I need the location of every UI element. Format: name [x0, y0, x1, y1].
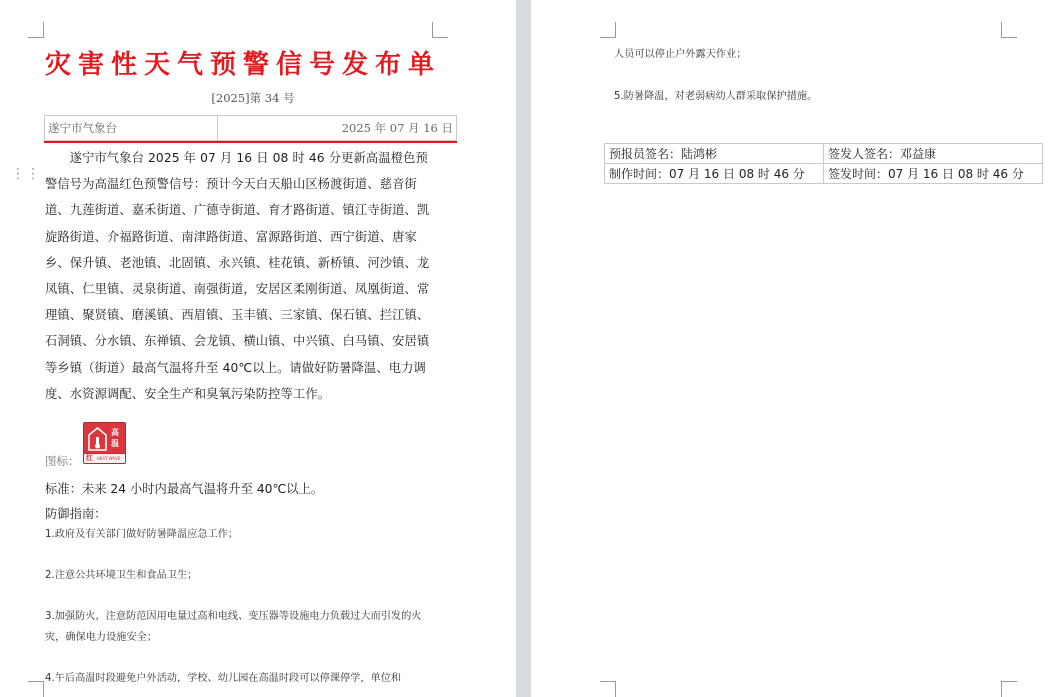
guide-item: 5.防暑降温，对老弱病幼人群采取保护措施。	[614, 91, 818, 102]
heat-wave-red-warning-icon	[83, 422, 126, 464]
made-time-value: 07 月 16 日 08 时 46 分	[669, 167, 805, 181]
body-paragraph: 遂宁市气象台 2025 年 07 月 16 日 08 时 46 分更新高温橙色预警信号为高温红色预警信号：预计今天白天船山区杨渡街道、慈音街道、九莲街道、嘉禾街道、广德寺街道、育才路街道、镇江寺街道、凯旋路街道、介福路街道、南津路街道、富源路街道、西宁街道、唐家乡、保升镇、老池镇、北固镇、永兴镇、桂花镇、新桥镇、河沙镇、龙凤镇、仁里镇、灵泉街道、南强街道，安居区柔刚街道、凤凰街道、常理镇、聚贤镇、磨溪镇、西眉镇、玉丰镇、三家镇、保石镇、拦江镇、石洞镇、分水镇、东禅镇、会龙镇、横山镇、中兴镇、白马镇、安居镇等乡镇（街道）最高气温将升至 40℃以上。请做好防暑降温、电力调度、水资源调配、安全生产和臭氧污染防控等工作。	[45, 151, 430, 401]
icon-level-char: 红	[86, 454, 93, 462]
defense-guide-title: 防御指南：	[45, 507, 107, 521]
issue-date-cell: 2025 年 07 月 16 日	[218, 116, 457, 141]
crop-mark	[28, 681, 44, 697]
forecaster-cell: 预报员签名：陆鸿彬	[605, 144, 824, 164]
signature-table	[604, 143, 1043, 184]
issued-time-value: 07 月 16 日 08 时 46 分	[888, 167, 1024, 181]
icon-english-label: HEAT WAVE	[97, 456, 121, 461]
forecaster-name: 陆鸿彬	[681, 147, 718, 161]
legend-label: 图标：	[45, 454, 80, 468]
document-page-2	[531, 0, 1055, 697]
made-time-cell: 制作时间：07 月 16 日 08 时 46 分	[605, 164, 824, 184]
warning-body	[45, 145, 437, 407]
approver-name: 邓益康	[900, 147, 937, 161]
crop-mark	[600, 681, 616, 697]
warning-standard: 标准：未来 24 小时内最高气温将升至 40℃以上。	[45, 482, 324, 496]
approver-cell: 签发人签名：邓益康	[824, 144, 1043, 164]
guide-item: 1.政府及有关部门做好防暑降温应急工作；	[45, 529, 239, 540]
icon-char-wen: 温	[111, 439, 119, 448]
crop-mark	[1001, 22, 1017, 38]
issuer-cell: 遂宁市气象台	[45, 116, 218, 141]
crop-mark	[432, 22, 448, 38]
continued-guide-line: 人员可以停止户外露天作业；	[614, 49, 747, 60]
crop-mark	[28, 22, 44, 38]
issuer-date-table	[44, 115, 457, 141]
house-thermometer-icon	[88, 427, 107, 451]
issued-time-cell: 签发时间：07 月 16 日 08 时 46 分	[824, 164, 1043, 184]
guide-item: 3.加强防火，注意防范因用电量过高和电线、变压器等设施电力负载过大而引发的火灾，确保电力设施安全；	[45, 611, 422, 643]
crop-mark	[600, 22, 616, 38]
guide-item: 4.午后高温时段避免户外活动，学校、幼儿园在高温时段可以停课停学，单位和	[45, 673, 402, 684]
icon-char-gao: 高	[111, 428, 119, 437]
document-page-1	[0, 0, 516, 697]
document-title: 灾害性天气预警信号发布单	[45, 50, 442, 80]
red-divider	[44, 141, 457, 143]
crop-mark	[1001, 681, 1017, 697]
document-number: [2025]第 34 号	[211, 91, 295, 105]
guide-item: 2.注意公共环境卫生和食品卫生；	[45, 570, 198, 581]
icon-strip	[84, 453, 126, 463]
paragraph-drag-handle-icon[interactable]: ⋮⋮	[11, 166, 41, 182]
